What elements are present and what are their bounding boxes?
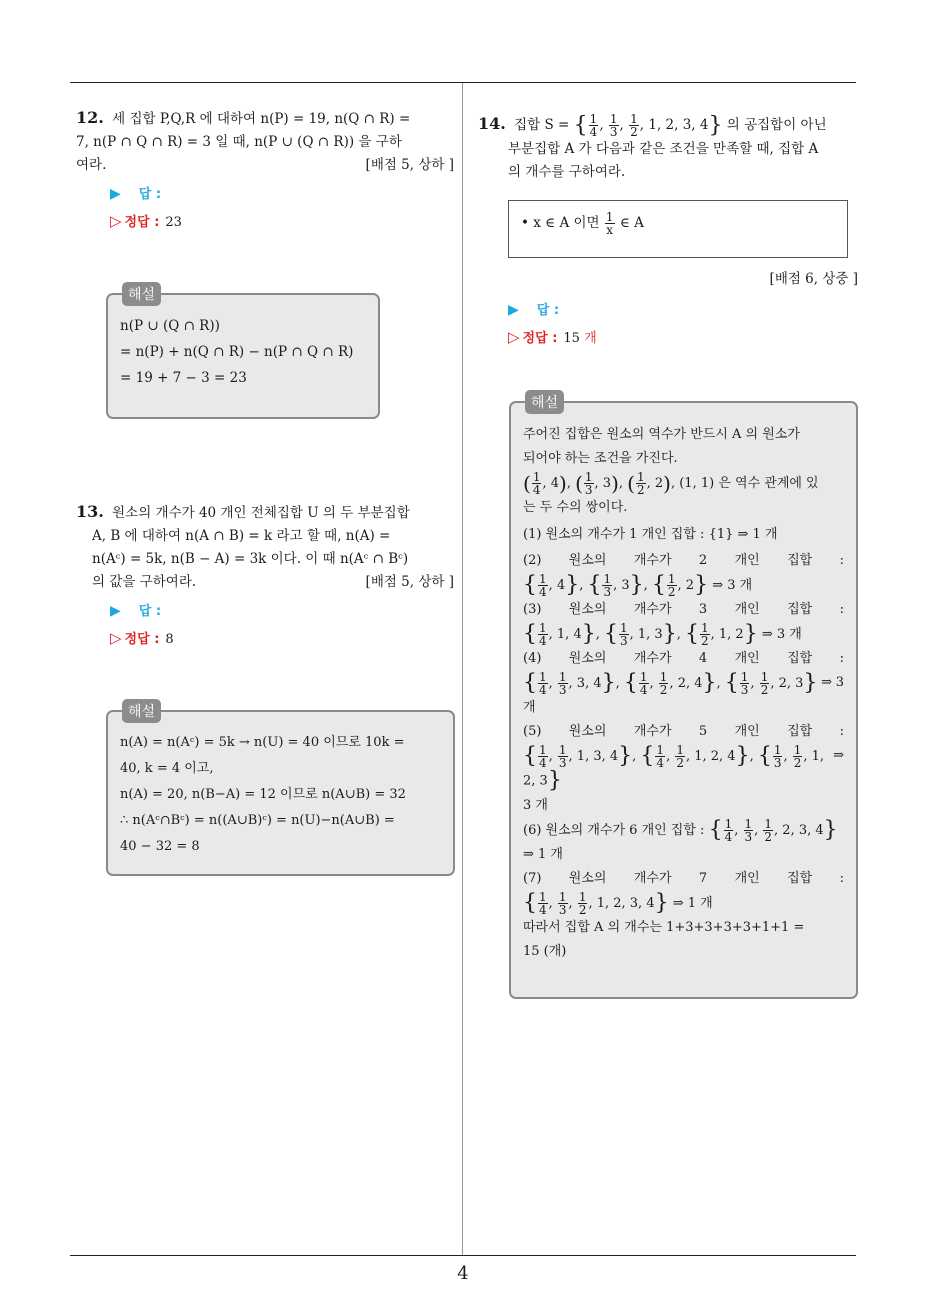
solution-line: { $\frac{1}{4}$ , $\frac{1}{3}$ , 3, 4}, { $\frac{1}{4}$ , $\frac{1}{2}$ , 2, 4}, { $\frac{1}{3}$ , $\frac{1}{2}$ , 2, 3} ⇒ 3 bbox=[523, 670, 844, 697]
problem-12 bbox=[76, 106, 454, 234]
solution-line: 40 − 32 = 8 bbox=[120, 839, 200, 854]
solution-line: (1) 원소의 개수가 1 개인 집합 : {1} ⇒ 1 개 bbox=[523, 527, 778, 542]
fraction: $\frac{1}{2}$ bbox=[630, 112, 638, 139]
case-label: (3) bbox=[523, 602, 542, 617]
solution-box-14 bbox=[509, 395, 858, 999]
case-word: 개수가 bbox=[633, 602, 672, 617]
solution-line: = n(P) + n(Q ∩ R) − n(P ∩ Q ∩ R) bbox=[120, 344, 354, 360]
answer-label: 답 : bbox=[138, 187, 162, 202]
solution-tag: 해설 bbox=[122, 282, 161, 306]
solution-text: , (1, 1) 은 역수 관계에 있 bbox=[670, 476, 819, 491]
question-text: 집합 S = bbox=[514, 117, 570, 133]
case-number: 7 bbox=[698, 870, 708, 886]
case-word: 원소의 bbox=[568, 724, 607, 739]
question-text: 의 공집합이 아닌 bbox=[726, 117, 827, 133]
outline-triangle-icon: ▷ bbox=[110, 629, 122, 647]
case-number: 5 bbox=[698, 724, 708, 739]
solution-line: 개 bbox=[523, 700, 536, 715]
problem-14 bbox=[478, 112, 860, 184]
case-word: 개수가 bbox=[633, 553, 672, 568]
solution-line: ( $\frac{1}{4}$ , 4), ( $\frac{1}{3}$ , 3), ( $\frac{1}{2}$ , 2), (1, 1) 은 역수 관계에 있 bbox=[523, 470, 819, 497]
question-text: 7, n(P ∩ Q ∩ R) = 3 일 때, n(P ∪ (Q ∩ R)) 을 구하 bbox=[76, 134, 402, 150]
case-header bbox=[523, 598, 844, 622]
correct-value: 15 bbox=[563, 331, 580, 346]
case-header bbox=[523, 647, 844, 671]
case-word: 개수가 bbox=[633, 651, 672, 666]
bottom-rule bbox=[70, 1255, 856, 1256]
problem-number: 13. bbox=[76, 502, 104, 521]
question-text: 여라. bbox=[76, 157, 107, 173]
solution-line: { $\frac{1}{4}$ , 4}, { $\frac{1}{3}$ , 3}, { $\frac{1}{2}$ , 2} ⇒ 3 개 bbox=[523, 572, 753, 599]
case-word: 개인 bbox=[734, 870, 760, 886]
solution-box-12 bbox=[106, 287, 380, 419]
outline-triangle-icon: ▷ bbox=[508, 328, 520, 346]
correct-label: 정답 : bbox=[522, 331, 558, 346]
solution-line: 40, k = 4 이고, bbox=[120, 761, 214, 776]
case-count: 3 bbox=[835, 675, 844, 690]
case-word: : bbox=[839, 553, 844, 568]
question-text: 부분집합 A 가 다음과 같은 조건을 만족할 때, 집합 A bbox=[508, 141, 819, 157]
fraction: $\frac{1}{x}$ bbox=[605, 210, 614, 237]
fraction: $\frac{1}{3}$ bbox=[609, 112, 618, 139]
case-label: (5) bbox=[523, 724, 542, 739]
set-brace: } bbox=[708, 113, 723, 138]
solution-body bbox=[108, 295, 378, 401]
case-word: 개인 bbox=[734, 651, 760, 666]
solution-line: ⇒ 1 개 bbox=[523, 846, 563, 862]
solution-line: = 19 + 7 − 3 = 23 bbox=[120, 370, 247, 386]
case-header bbox=[523, 867, 844, 891]
solution-line: ∴ n(Aᶜ∩Bᶜ) = n((A∪B)ᶜ) = n(U)−n(A∪B) = bbox=[120, 813, 395, 828]
correct-answer bbox=[76, 627, 454, 651]
page-number: 4 bbox=[457, 1263, 469, 1284]
solution-line: { $\frac{1}{4}$ , $\frac{1}{3}$ , 1, 3, 4}, { $\frac{1}{4}$ , $\frac{1}{2}$ , 1, 2, 4}, { $\frac{1}{3}$ , $\frac{1}{2}$ , 1, 2, 3} ⇒ bbox=[523, 743, 844, 793]
solution-line: 는 두 수의 쌍이다. bbox=[523, 500, 628, 515]
answer-label: 답 : bbox=[138, 604, 162, 619]
solution-tag: 해설 bbox=[122, 699, 161, 723]
solution-tag: 해설 bbox=[525, 390, 564, 414]
top-rule bbox=[70, 82, 856, 83]
question-text: 세 집합 P,Q,R 에 대하여 n(P) = 19, n(Q ∩ R) = bbox=[112, 111, 411, 127]
case-number: 2 bbox=[698, 553, 708, 568]
case-arrow: ⇒ bbox=[833, 748, 844, 763]
solution-line: (6) 원소의 개수가 6 개인 집합 : { $\frac{1}{4}$ , $\frac{1}{3}$ , $\frac{1}{2}$ , 2, 3, 4} bbox=[523, 816, 838, 844]
case-label: (4) bbox=[523, 651, 542, 666]
case-word: : bbox=[839, 870, 844, 886]
problem-number: 14. bbox=[478, 114, 506, 133]
condition-text: ∈ A bbox=[619, 215, 644, 231]
case-word: 집합 bbox=[787, 870, 813, 886]
solution-body bbox=[108, 712, 453, 870]
correct-label: 정답 : bbox=[124, 215, 160, 230]
case-word: 집합 bbox=[787, 553, 813, 568]
correct-value: 8 bbox=[165, 632, 174, 647]
problem-13 bbox=[76, 500, 454, 651]
solution-line: n(A) = n(Aᶜ) = 5k → n(U) = 40 이므로 10k = bbox=[120, 735, 405, 750]
answer-line bbox=[76, 183, 454, 206]
question-text: 의 값을 구하여라. bbox=[92, 574, 197, 590]
case-label: (7) bbox=[523, 870, 542, 886]
case-word: 집합 bbox=[787, 602, 813, 617]
case-word: 개인 bbox=[734, 553, 760, 568]
correct-value: 23 bbox=[165, 215, 182, 230]
solution-line: 15 (개) bbox=[523, 943, 567, 959]
solution-line: 주어진 집합은 원소의 역수가 반드시 A 의 원소가 bbox=[523, 427, 800, 442]
case-result: ⇒ 1 개 bbox=[672, 895, 713, 911]
solution-line: 따라서 집합 A 의 개수는 1+3+3+3+3+1+1 = bbox=[523, 919, 805, 935]
case-label: (2) bbox=[523, 553, 542, 568]
case-word: : bbox=[839, 651, 844, 666]
question-text: 원소의 개수가 40 개인 전체집합 U 의 두 부분집합 bbox=[112, 505, 410, 521]
score: [배점 5, 상하 ] bbox=[365, 574, 454, 590]
solution-line: n(A) = 20, n(B−A) = 12 이므로 n(A∪B) = 32 bbox=[120, 787, 406, 802]
case-word: 집합 bbox=[787, 651, 813, 666]
problem-14-question: 14. 집합 S = { $\frac{1}{4}$ , $\frac{1}{3}$ , $\frac{1}{2}$ , 1, 2, 3, 4} 의 공집합이 아닌 부분집합 A 가 다음과 같은 조건을 만족할 때, 집합 A 의 개수를 구하여라. bbox=[478, 112, 827, 180]
case-word: 원소의 bbox=[568, 553, 607, 568]
problem-number: 12. bbox=[76, 108, 104, 127]
case-number: 3 bbox=[698, 602, 708, 617]
case-word: 원소의 bbox=[568, 602, 607, 617]
fraction: $\frac{1}{4}$ bbox=[589, 112, 598, 139]
outline-triangle-icon: ▷ bbox=[110, 212, 122, 230]
condition-box bbox=[508, 200, 848, 258]
play-triangle-icon: ▶ bbox=[110, 603, 121, 619]
case-word: 개수가 bbox=[633, 724, 672, 739]
case-arrow: ⇒ bbox=[821, 675, 833, 690]
correct-answer bbox=[508, 326, 858, 350]
problem-12-question bbox=[76, 106, 454, 177]
problem-14-answer bbox=[508, 268, 858, 350]
solution-line: 되어야 하는 조건을 가진다. bbox=[523, 451, 678, 466]
case-result: ⇒ 3 개 bbox=[712, 578, 753, 593]
correct-answer bbox=[76, 210, 454, 234]
solution-line: { $\frac{1}{4}$ , $\frac{1}{3}$ , $\frac{1}{2}$ , 1, 2, 3, 4} ⇒ 1 개 bbox=[523, 889, 713, 917]
solution-body bbox=[511, 403, 856, 974]
column-divider bbox=[462, 83, 463, 1255]
case-word: 개인 bbox=[734, 602, 760, 617]
solution-text: (6) 원소의 개수가 6 개인 집합 : bbox=[523, 822, 705, 838]
play-triangle-icon: ▶ bbox=[508, 302, 519, 318]
solution-line: n(P ∪ (Q ∩ R)) bbox=[120, 318, 220, 334]
solution-box-13 bbox=[106, 704, 455, 876]
case-word: : bbox=[839, 602, 844, 617]
case-word: 집합 bbox=[787, 724, 813, 739]
case-header bbox=[523, 720, 844, 744]
play-triangle-icon: ▶ bbox=[110, 186, 121, 202]
case-header bbox=[523, 549, 844, 573]
problem-13-question bbox=[76, 500, 454, 594]
solution-line: 3 개 bbox=[523, 797, 548, 813]
question-text: 의 개수를 구하여라. bbox=[508, 164, 626, 180]
correct-unit: 개 bbox=[584, 331, 597, 346]
score: [배점 6, 상중 ] bbox=[769, 271, 858, 287]
case-word: 원소의 bbox=[568, 651, 607, 666]
answer-line bbox=[76, 600, 454, 623]
case-word: : bbox=[839, 724, 844, 739]
question-text: A, B 에 대하여 n(A ∩ B) = k 라고 할 때, n(A) = bbox=[92, 528, 391, 544]
case-word: 원소의 bbox=[568, 870, 607, 886]
case-word: 개인 bbox=[734, 724, 760, 739]
score: [배점 5, 상하 ] bbox=[365, 157, 454, 173]
condition-text: • x ∈ A 이면 bbox=[521, 215, 600, 231]
case-result: ⇒ 3 개 bbox=[761, 627, 802, 642]
answer-label: 답 : bbox=[536, 303, 560, 318]
case-number: 4 bbox=[698, 651, 708, 666]
question-text: n(Aᶜ) = 5k, n(B − A) = 3k 이다. 이 때 n(Aᶜ ∩ Bᶜ) bbox=[92, 551, 409, 567]
correct-label: 정답 : bbox=[124, 632, 160, 647]
solution-line: { $\frac{1}{4}$ , 1, 4}, { $\frac{1}{3}$ , 1, 3}, { $\frac{1}{2}$ , 1, 2} ⇒ 3 개 bbox=[523, 621, 802, 648]
case-word: 개수가 bbox=[633, 870, 672, 886]
set-brace: { bbox=[573, 113, 588, 138]
answer-line bbox=[508, 299, 858, 322]
